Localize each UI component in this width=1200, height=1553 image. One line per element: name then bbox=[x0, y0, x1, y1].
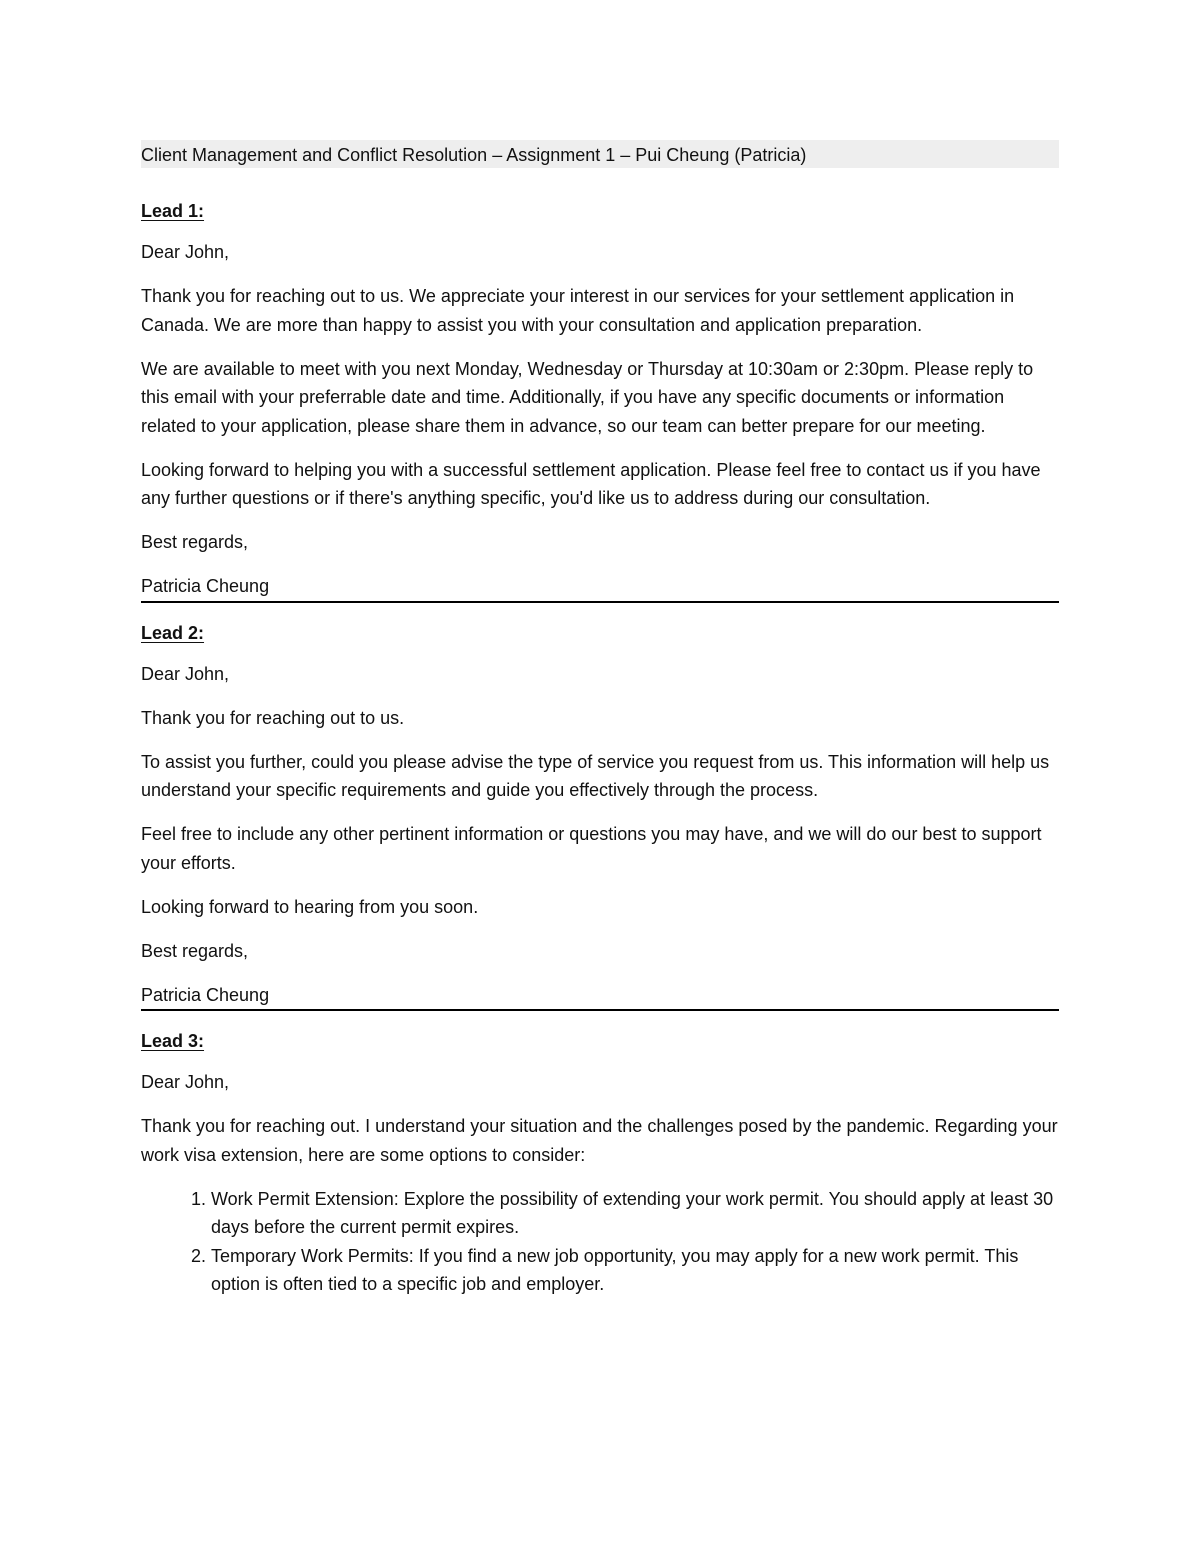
section-divider bbox=[141, 601, 1059, 603]
lead-2-section bbox=[141, 618, 1059, 1010]
lead-1-section bbox=[141, 196, 1059, 601]
document-header: Client Management and Conflict Resolution – Assignment 1 – Pui Cheung (Patricia) bbox=[141, 140, 1059, 168]
greeting: Dear John, bbox=[141, 663, 230, 684]
signature: Patricia Cheung bbox=[141, 576, 270, 596]
body-paragraph: Thank you for reaching out. I understand your situation and the challenges posed by the pandemic. Regarding your work visa extension, here are some options to consider: bbox=[141, 1116, 1058, 1165]
greeting: Dear John, bbox=[141, 242, 230, 262]
body-paragraph: Feel free to include any other pertinent information or questions you may have, and we will do our best to support your efforts. bbox=[141, 824, 1042, 873]
closing: Best regards, bbox=[141, 940, 249, 961]
body-paragraph: Thank you for reaching out to us. We appreciate your interest in our services for your settlement application in Canada. We are more than happy to assist you with your consultation and application preparation. bbox=[141, 286, 1015, 335]
lead-heading: Lead 1: bbox=[141, 201, 205, 221]
body-paragraph: Looking forward to hearing from you soon. bbox=[141, 896, 479, 917]
signature: Patricia Cheung bbox=[141, 984, 270, 1005]
body-paragraph: Thank you for reaching out to us. bbox=[141, 707, 405, 728]
closing: Best regards, bbox=[141, 532, 249, 552]
lead-3-section bbox=[141, 1026, 1059, 1299]
body-paragraph: We are available to meet with you next Monday, Wednesday or Thursday at 10:30am or 2:30pm. Please reply to this email with your preferrable date and time. Additionally, if you have any specific documents or information related to your application, please share them in advance, so our team can better prepare for our meeting. bbox=[141, 358, 1034, 436]
greeting: Dear John, bbox=[141, 1072, 230, 1092]
lead-heading: Lead 3: bbox=[141, 1031, 205, 1051]
body-paragraph: Looking forward to helping you with a successful settlement application. Please feel free to contact us if you have any further questions or if there's anything specific, you'd like us to address during our consultation. bbox=[141, 459, 1041, 508]
lead-heading: Lead 2: bbox=[141, 622, 205, 643]
section-divider bbox=[141, 1009, 1059, 1011]
list-item: 2. Temporary Work Permits: If you find a new job opportunity, you may apply for a new work permit. This option is often tied to a specific job and employer. bbox=[211, 1242, 1059, 1299]
document-page bbox=[141, 140, 1059, 1299]
options-list bbox=[141, 1185, 1059, 1299]
body-paragraph: To assist you further, could you please advise the type of service you request from us. This information will help us understand your specific requirements and guide you effectively through the process. bbox=[141, 751, 1050, 800]
list-item: 1. Work Permit Extension: Explore the possibility of extending your work permit. You should apply at least 30 days before the current permit expires. bbox=[211, 1185, 1059, 1242]
